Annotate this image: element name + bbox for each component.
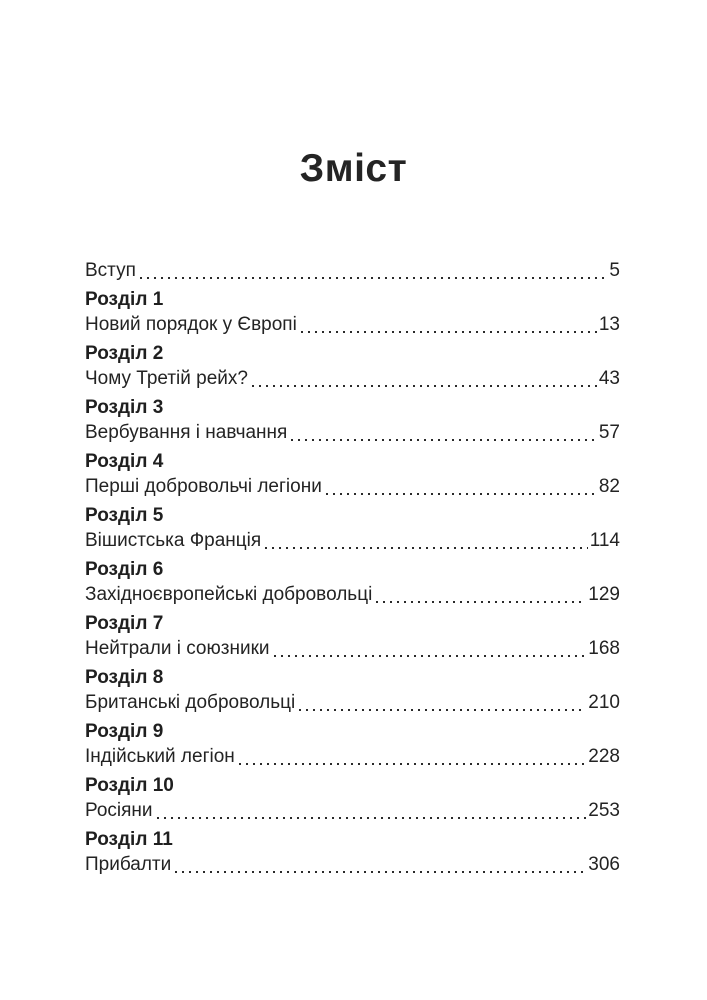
toc-entry-line xyxy=(85,366,620,391)
toc-entry-line xyxy=(85,852,620,877)
chapter-heading: Розділ 3 xyxy=(85,396,164,418)
toc-entry xyxy=(85,611,620,661)
toc-entry xyxy=(85,719,620,769)
chapter-heading: Розділ 11 xyxy=(85,828,173,850)
toc-entry xyxy=(85,665,620,715)
chapter-title: Західноєвропейські добровольці xyxy=(85,583,373,605)
dot-leader xyxy=(274,654,587,657)
dot-leader xyxy=(140,276,608,279)
chapter-heading: Розділ 2 xyxy=(85,342,164,364)
dot-leader xyxy=(326,492,597,495)
toc-entry xyxy=(85,557,620,607)
page-number: 43 xyxy=(598,367,620,389)
page-title: Зміст xyxy=(299,147,408,190)
toc-entry xyxy=(85,449,620,499)
chapter-title: Росіяни xyxy=(85,799,153,821)
dot-leader xyxy=(252,384,597,387)
dot-leader xyxy=(301,330,597,333)
toc-entry-line xyxy=(85,744,620,769)
page-number: 306 xyxy=(588,853,620,875)
page-number: 13 xyxy=(598,313,620,335)
dot-leader xyxy=(291,438,597,441)
toc-entry xyxy=(85,287,620,337)
chapter-title: Вішистська Франція xyxy=(85,529,262,551)
chapter-title: Новий порядок у Європі xyxy=(85,313,297,335)
page-number: 82 xyxy=(598,475,620,497)
chapter-heading: Розділ 5 xyxy=(85,504,164,526)
toc-entry xyxy=(85,773,620,823)
toc-entry-line xyxy=(85,690,620,715)
toc-entry-line xyxy=(85,798,620,823)
chapter-title: Перші добровольчі легіони xyxy=(85,475,322,497)
dot-leader xyxy=(376,600,586,603)
dot-leader xyxy=(239,762,587,765)
chapter-heading: Розділ 9 xyxy=(85,720,164,742)
toc-entry-line xyxy=(85,636,620,661)
table-of-contents xyxy=(0,258,707,877)
page-number: 253 xyxy=(588,799,620,821)
dot-leader xyxy=(157,816,587,819)
chapter-title: Вербування і навчання xyxy=(85,421,288,443)
chapter-title: Нейтрали і союзники xyxy=(85,637,270,659)
toc-entry xyxy=(85,258,620,283)
chapter-heading: Розділ 10 xyxy=(85,774,174,796)
page-number: 168 xyxy=(588,637,620,659)
chapter-title: Чому Третій рейх? xyxy=(85,367,248,389)
chapter-title: Індійський легіон xyxy=(85,745,235,767)
chapter-heading: Розділ 4 xyxy=(85,450,164,472)
toc-entry xyxy=(85,395,620,445)
toc-entry-line xyxy=(85,312,620,337)
toc-entry xyxy=(85,341,620,391)
chapter-heading: Розділ 1 xyxy=(85,288,164,310)
page-number: 57 xyxy=(598,421,620,443)
chapter-heading: Розділ 6 xyxy=(85,558,164,580)
dot-leader xyxy=(175,870,586,873)
dot-leader xyxy=(265,546,588,549)
toc-entry-line xyxy=(85,582,620,607)
chapter-title: Вступ xyxy=(85,259,136,281)
toc-entry xyxy=(85,503,620,553)
chapter-title: Прибалти xyxy=(85,853,172,875)
page-number: 210 xyxy=(588,691,620,713)
dot-leader xyxy=(299,708,586,711)
page-number: 5 xyxy=(609,259,620,281)
toc-entry-line xyxy=(85,420,620,445)
chapter-heading: Розділ 7 xyxy=(85,612,164,634)
toc-entry xyxy=(85,827,620,877)
page-number: 129 xyxy=(588,583,620,605)
toc-entry-line xyxy=(85,258,620,283)
page-number: 114 xyxy=(589,529,620,551)
toc-entry-line xyxy=(85,528,620,553)
chapter-title: Британські добровольці xyxy=(85,691,296,713)
page-number: 228 xyxy=(588,745,620,767)
toc-entry-line xyxy=(85,474,620,499)
chapter-heading: Розділ 8 xyxy=(85,666,164,688)
